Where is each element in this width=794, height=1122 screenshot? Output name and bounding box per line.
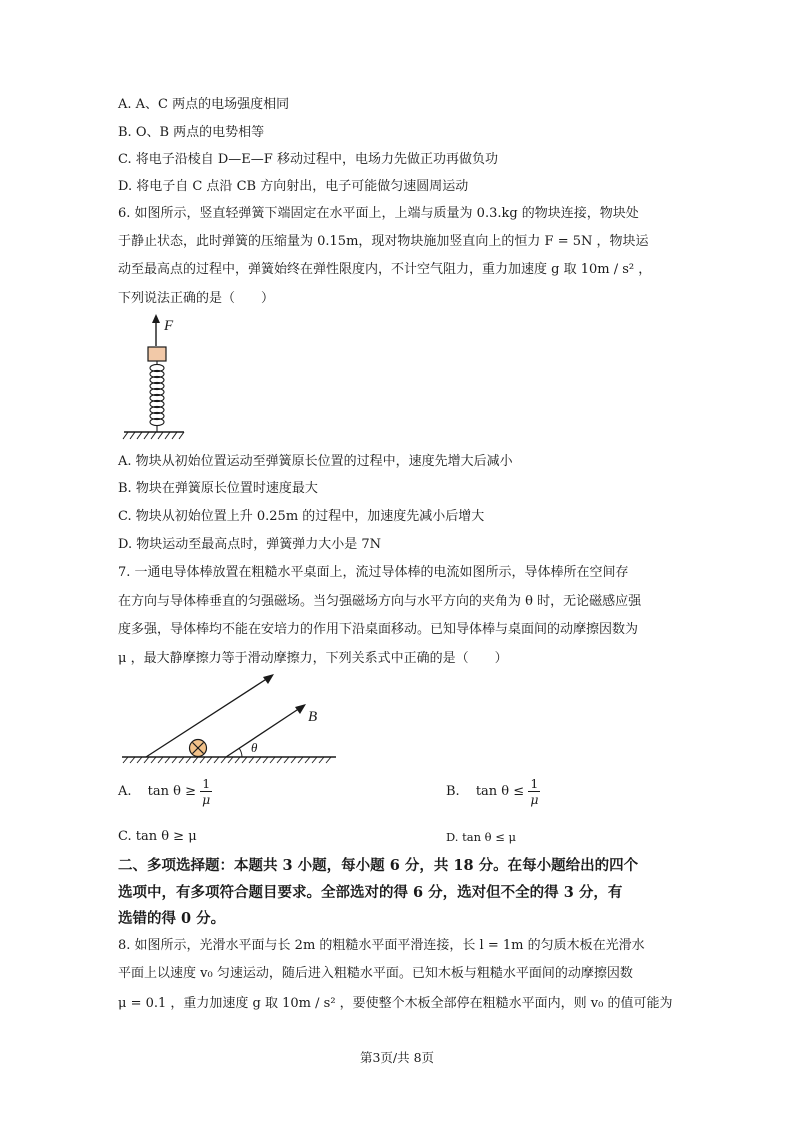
q7-stem-line3: 度多强，导体棒均不能在安培力的作用下沿桌面移动。已知导体棒与桌面间的动摩擦因数为 [118,622,639,637]
angle-arc [239,748,242,757]
q5-option-a: A. A、C 两点的电场强度相同 [118,97,290,112]
section2-heading-line2: 选项中，有多项符合题目要求。全部选对的得 6 分，选对但不全的得 3 分，有 [118,884,623,901]
force-arrow-head [152,314,160,323]
q5-option-b: B. O、B 两点的电势相等 [118,125,265,140]
q7-option-a-denominator: μ [202,792,211,807]
q7-option-b-denominator: μ [530,792,539,807]
q7-option-b-expr: tan θ ≤ [475,784,525,799]
table-hatch [123,757,331,763]
field-line-b [226,708,300,757]
q8-stem-line1: 8. 如图所示，光滑水平面与长 2m 的粗糙水平面平滑连接，长 l = 1m 的匀质木板在光滑水 [118,938,645,953]
q7-stem-line2: 在方向与导体棒垂直的匀强磁场。当匀强磁场方向与水平方向的夹角为 θ 时，无论磁感应强 [118,594,642,609]
angle-label-theta: θ [251,740,258,755]
q6-stem-line2: 于静止状态，此时弹簧的压缩量为 0.15m，现对物块施加竖直向上的恒力 F = 5N ，物块运 [118,234,649,249]
section2-heading-line1: 二、多项选择题：本题共 3 小题，每小题 6 分，共 18 分。在每小题给出的四个 [118,857,639,874]
field-label-b: B [308,709,318,725]
q7-option-a-prefix: A. [118,784,132,799]
q6-stem-line3: 动至最高点的过程中，弹簧始终在弹性限度内，不计空气阻力，重力加速度 g 取 10m / s² ， [118,262,652,277]
field-line-long [146,678,268,757]
q7-option-b [446,776,540,807]
q7-option-a-numerator: 1 [200,776,212,792]
q8-stem-line2: 平面上以速度 v₀ 匀速运动，随后进入粗糙水平面。已知木板与粗糙水平面间的动摩擦因数 [118,966,633,981]
q7-option-b-numerator: 1 [528,776,540,792]
field-arrow-long-head [263,674,274,684]
q7-option-d: D. tan θ ≤ μ [446,830,517,844]
q6-stem-line1: 6. 如图所示，竖直轻弹簧下端固定在水平面上，上端与质量为 0.3.kg 的物块连接，物块处 [118,206,639,221]
ground-hatch [123,432,184,439]
q6-option-d: D. 物块运动至最高点时，弹簧弹力大小是 7N [118,537,382,552]
q7-stem-line4: μ ，最大静摩擦力等于滑动摩擦力，下列关系式中正确的是（ ） [118,651,508,666]
section2-heading-line3: 选错的得 0 分。 [118,910,226,927]
q7-stem-line1: 7. 一通电导体棒放置在粗糙水平桌面上，流过导体棒的电流如图所示，导体棒所在空间存 [118,565,629,580]
force-label: F [164,318,174,334]
magnetic-field-figure [118,668,348,768]
q7-option-a-fraction [200,776,212,807]
q6-stem-line4: 下列说法正确的是（ ） [118,291,275,306]
q5-option-d: D. 将电子自 C 点沿 CB 方向射出，电子可能做匀速圆周运动 [118,179,469,194]
spring-block-figure [118,312,198,444]
q5-option-c: C. 将电子沿棱自 D—E—F 移动过程中，电场力先做正功再做负功 [118,152,498,167]
q7-option-b-prefix: B. [446,784,460,799]
q7-option-b-fraction [528,776,540,807]
q7-option-a-expr: tan θ ≥ [147,784,197,799]
block [148,347,166,361]
q7-option-a [118,776,212,807]
field-arrow-b-head [295,704,306,714]
page-footer: 第3页/共 8页 [359,1050,435,1065]
spring [150,361,164,432]
q8-stem-line3: μ = 0.1 ，重力加速度 g 取 10m / s² ，要使整个木板全部停在粗糙水平面内，则 v₀ 的值可能为 [118,996,673,1011]
q6-option-c: C. 物块从初始位置上升 0.25m 的过程中，加速度先减小后增大 [118,509,485,524]
q7-option-c: C. tan θ ≥ μ [118,829,197,844]
q6-option-b: B. 物块在弹簧原长位置时速度最大 [118,481,318,496]
q6-option-a: A. 物块从初始位置运动至弹簧原长位置的过程中，速度先增大后减小 [118,454,513,469]
